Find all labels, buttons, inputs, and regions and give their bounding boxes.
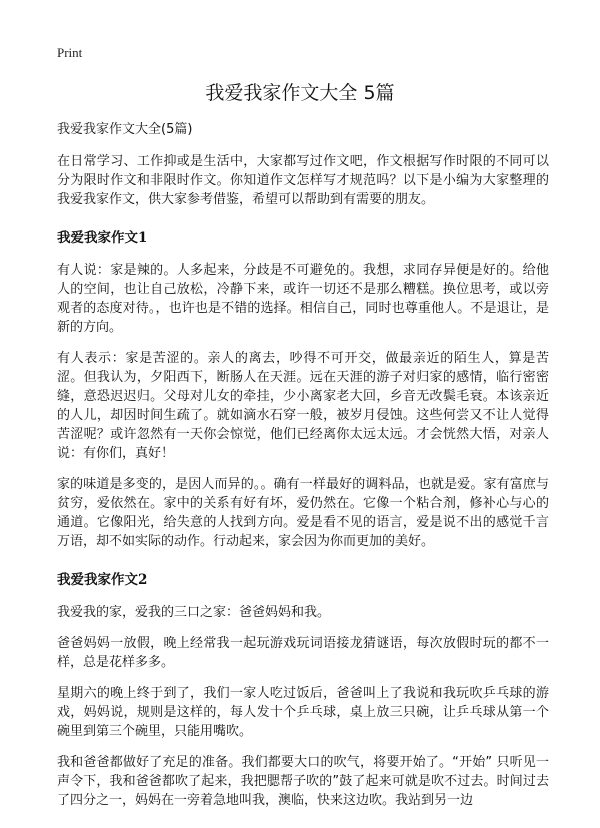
paragraph: 星期六的晚上终于到了，我们一家人吃过饭后，爸爸叫上了我说和我玩吹乒乓球的游戏，妈妈说，规则是这样的，每人发十个乒乓球，桌上放三只碗，让乒乓球从第一个碗里到第三个碗里，只能用嘴吹。 [57,686,549,739]
article-body [57,120,549,822]
paragraph: 爸爸妈妈一放假，晚上经常我一起玩游戏玩词语接龙猜谜语，每次放假时玩的都不一样，总是花样多多。 [57,636,549,670]
subtitle: 我爱我家作文大全(5篇) [57,122,193,137]
paragraph: 家的味道是多变的，是因人而异的。。确有一样最好的调料品，也就是爱。家有富庶与贫穷，爱依然在。家中的关系有好有坏，爱仍然在。它像一个粘合剂，修补心与心的通道。它像阳光，给失意的人找到方向。爱是看不见的语言，爱是说不出的感觉千言万语，却不如实际的动作。行动起来，家会因为你而更加的美好。 [57,477,549,549]
page-title: 我爱我家作文大全 5篇 [205,82,395,104]
paragraph: 有人表示：家是苦涩的。亲人的离去，吵得不可开交，做最亲近的陌生人，算是苦涩。但我认为，夕阳西下，断肠人在天涯。远在天涯的游子对归家的感情，临行密密缝，意恐迟迟归。父母对儿女的牵挂，少小离家老大回，乡音无改鬓毛衰。本该亲近的人儿，却因时间生疏了。就如滴水石穿一般，被岁月侵蚀。这些何尝又不让人觉得苦涩呢？或许忽然有一天你会惊觉，他们已经离你太远太远。才会恍然大悟，对亲人说：有你们，真好！ [57,351,549,461]
paragraph: 我和爸爸都做好了充足的准备。我们都要大口的吹气，将要开始了。“开始” 只听见一声令下，我和爸爸都吹了起来，我把腮帮子吹的”鼓了起来可就是吹不过去。时间过去了四分之一，妈妈在一旁着急地叫我，澳临，快来这边吹。我站到另一边 [57,755,549,808]
essay-section-1 [57,227,549,551]
paragraph: 有人说：家是辣的。人多起来，分歧是不可避免的。我想，求同存异便是好的。给他人的空间，也让自己放松，冷静下来，或许一切还不是那么糟糕。换位思考，或以旁观者的态度对待。，也许也是不错的选择。相信自己，同时也尊重他人。不是退让，是新的方向。 [57,263,549,335]
paragraph: 我爱我的家，爱我的三口之家：爸爸妈妈和我。 [57,605,331,620]
essay-section-2 [57,569,549,810]
intro-paragraph: 在日常学习、工作抑或是生活中，大家都写过作文吧，作文根据写作时限的不同可以分为限时作文和非限时作文。你知道作文怎样写才规范吗？以下是小编为大家整理的我爱我家作文，供大家参考借鉴，希望可以帮助到有需要的朋友。 [57,154,549,207]
section-heading: 我爱我家作文1 [57,230,148,246]
section-heading: 我爱我家作文2 [57,572,148,588]
print-link[interactable]: Print [57,45,83,60]
